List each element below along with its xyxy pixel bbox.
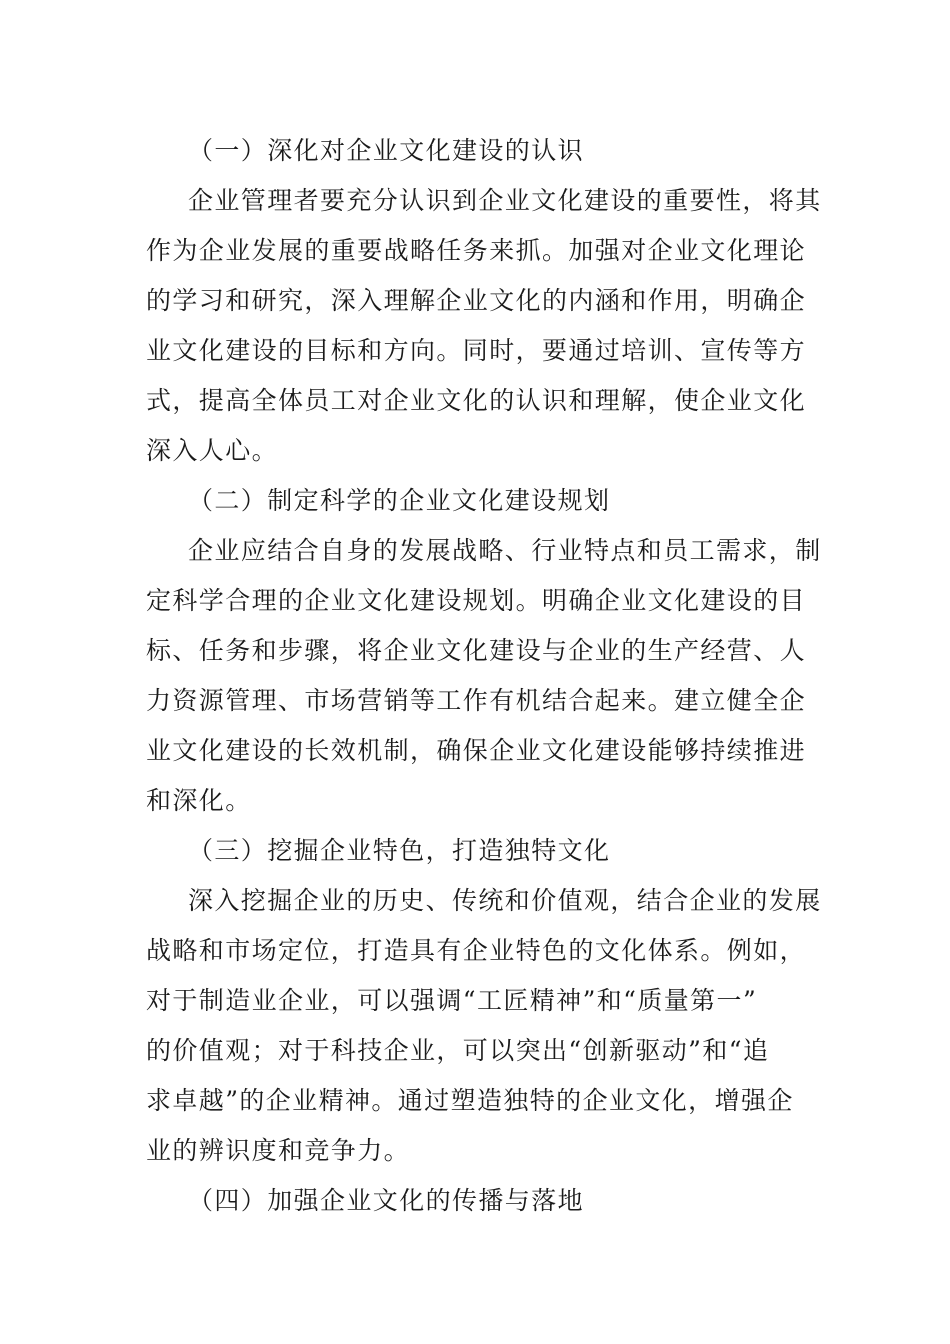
paragraph-line: 对于制造业企业，可以强调“工匠精神”和“质量第一” bbox=[146, 986, 758, 1015]
paragraph-line: 力资源管理、市场营销等工作有机结合起来。建立健全企 bbox=[146, 686, 807, 715]
paragraph-line: 业的辨识度和竞争力。 bbox=[146, 1136, 411, 1165]
paragraph bbox=[146, 176, 822, 476]
paragraph-line: 标、任务和步骤，将企业文化建设与企业的生产经营、人 bbox=[146, 636, 807, 665]
paragraph-line: 业文化建设的目标和方向。同时，要通过培训、宣传等方 bbox=[146, 336, 807, 365]
paragraph-line: 的价值观；对于科技企业，可以突出“创新驱动”和“追 bbox=[146, 1036, 770, 1065]
paragraph-line: 作为企业发展的重要战略任务来抓。加强对企业文化理论 bbox=[146, 236, 807, 265]
paragraph-line: 求卓越”的企业精神。通过塑造独特的企业文化，增强企 bbox=[146, 1086, 794, 1115]
paragraph-line: 业文化建设的长效机制，确保企业文化建设能够持续推进 bbox=[146, 736, 807, 765]
section-heading: （三）挖掘企业特色，打造独特文化 bbox=[188, 836, 611, 865]
paragraph-line: 和深化。 bbox=[146, 786, 252, 815]
paragraph-line: 式，提高全体员工对企业文化的认识和理解，使企业文化 bbox=[146, 386, 807, 415]
section-heading: （四）加强企业文化的传播与落地 bbox=[188, 1186, 585, 1215]
paragraph bbox=[146, 876, 822, 1176]
document-page bbox=[146, 126, 822, 1226]
paragraph-line: 的学习和研究，深入理解企业文化的内涵和作用，明确企 bbox=[146, 286, 807, 315]
paragraph-line: 战略和市场定位，打造具有企业特色的文化体系。例如， bbox=[146, 936, 807, 965]
paragraph-line: 企业管理者要充分认识到企业文化建设的重要性，将其 bbox=[188, 186, 822, 215]
section-heading: （二）制定科学的企业文化建设规划 bbox=[188, 486, 611, 515]
paragraph-line: 深入人心。 bbox=[146, 436, 279, 465]
paragraph-line: 深入挖掘企业的历史、传统和价值观，结合企业的发展 bbox=[188, 886, 822, 915]
paragraph-line: 定科学合理的企业文化建设规划。明确企业文化建设的目 bbox=[146, 586, 807, 615]
paragraph-line: 企业应结合自身的发展战略、行业特点和员工需求，制 bbox=[188, 536, 822, 565]
paragraph bbox=[146, 526, 822, 826]
section-heading: （一）深化对企业文化建设的认识 bbox=[188, 136, 585, 165]
